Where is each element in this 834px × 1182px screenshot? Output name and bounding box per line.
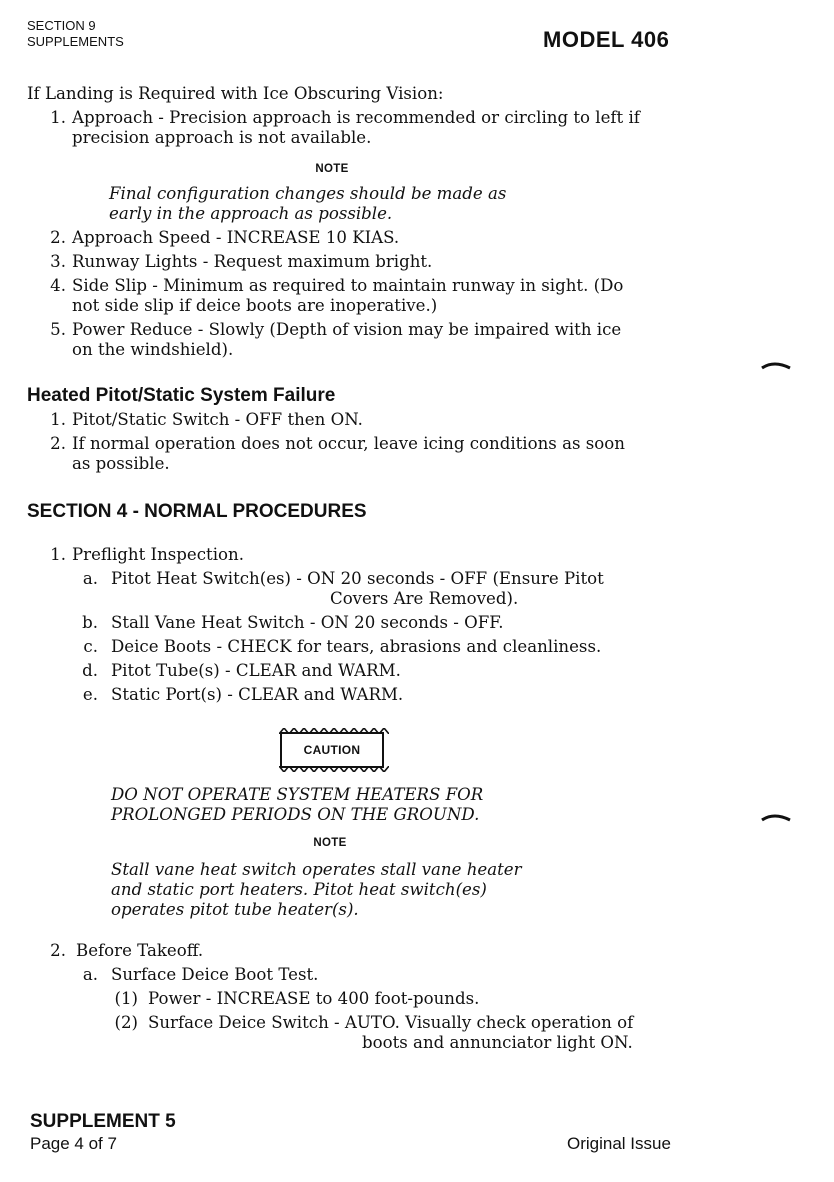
subsection-label: SUPPLEMENTS [27,34,124,49]
note-label: NOTE [315,163,349,175]
caution-text: DO NOT OPERATE SYSTEM HEATERS FOR [111,785,484,804]
preflight-list: 1. Preflight Inspection. a. Pitot Heat Switch(es) - ON 20 seconds - OFF (Ensure Pitot Covers Are Removed). b. Stall Vane Heat Switch - ON 20 seconds - OFF. c. Deice Boots - CHECK for tears, abrasions and cleanliness. d. Pitot Tube(s) - CLEAR and WARM. e. Static Port(s) - CLEAR and WARM. [50,545,604,704]
note-text: early in the approach as possible. [109,204,393,223]
caution-badge [280,732,384,768]
change-bar-mark [760,358,792,372]
footer-page-number: Page 4 of 7 [30,1134,117,1153]
pitot-failure-list: 1. Pitot/Static Switch - OFF then ON. 2. If normal operation does not occur, leave icing conditions as soon as possible. [50,410,625,473]
zigzag-border-icon [279,728,389,734]
caution-label: CAUTION [303,743,361,757]
change-bar-mark [760,810,792,824]
takeoff-list: 2. Before Takeoff. a. Surface Deice Boot Test. (1) Power - INCREASE to 400 foot-pounds. (2) Surface Deice Switch - AUTO. Visually check operation of boots and annunciator light ON. [50,941,634,1052]
ice-landing-title: If Landing is Required with Ice Obscuring Vision: [27,84,444,103]
note-text: operates pitot tube heater(s). [111,900,359,919]
section-label: SECTION 9 [27,18,96,33]
pitot-failure-heading: Heated Pitot/Static System Failure [27,385,336,406]
footer-issue: Original Issue [567,1134,671,1153]
note-text: and static port heaters. Pitot heat switch(es) [111,880,487,899]
note-label: NOTE [313,837,347,849]
note-text: Stall vane heat switch operates stall vane heater [111,860,522,879]
caution-text: PROLONGED PERIODS ON THE GROUND. [111,805,480,824]
zigzag-border-icon [279,766,389,772]
model-title: MODEL 406 [543,27,670,52]
footer-supplement: SUPPLEMENT 5 [30,1111,176,1132]
section4-heading: SECTION 4 - NORMAL PROCEDURES [27,501,367,522]
note-text: Final configuration changes should be made as [109,184,507,203]
ice-landing-list: 1. Approach - Precision approach is recommended or circling to left if precision approach is not available. NOTE Final configuration changes should be made as early in the approach as possible. 2. Approach Speed - INCREASE 10 KIAS. 3. Runway Lights - Request maximum bright. 4. Side Slip - Minimum as required to maintain runway in sight. (Do not side slip if deice boots are inoperative.) 5. Power Reduce - Slowly (Depth of vision may be impaired with ice on the windshield). [50,108,640,359]
